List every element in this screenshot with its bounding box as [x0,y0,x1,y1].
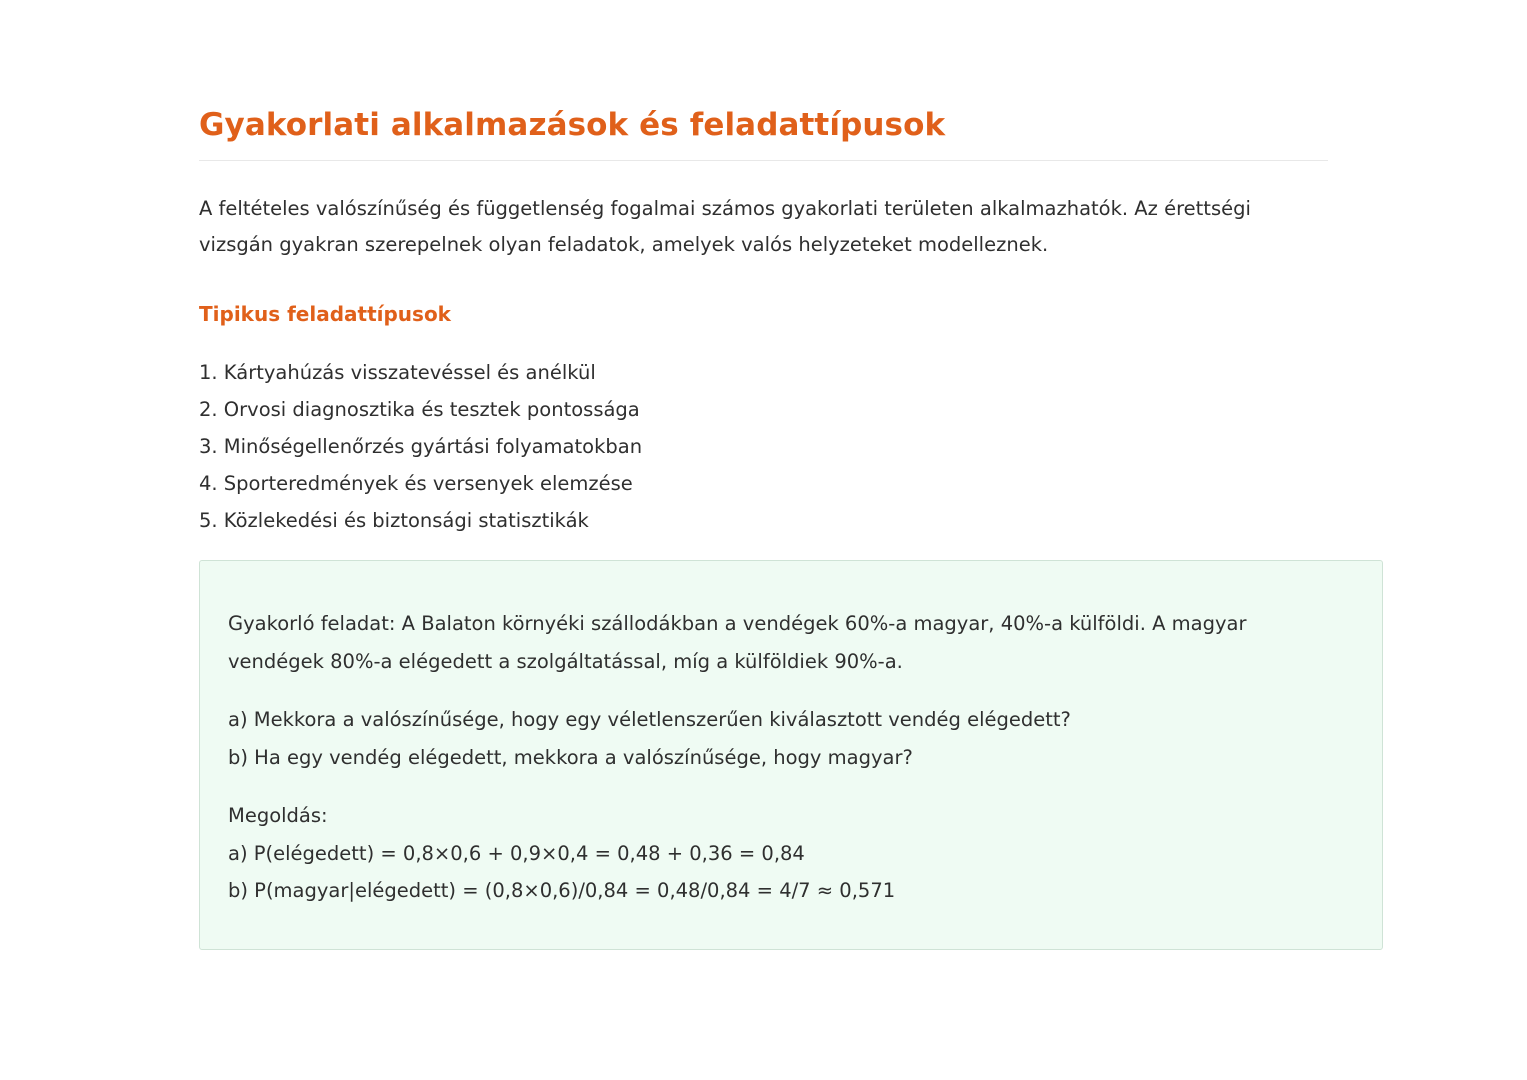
intro-paragraph: A feltételes valószínűség és függetlenség fogalmai számos gyakorlati területen alkalmazhatók. Az érettségi vizsgán gyakran szerepelnek olyan feladatok, amelyek valós helyzeteket modelleznek. [199,197,1251,256]
solution-b: b) P(magyar|elégedett) = (0,8×0,6)/0,84 = 0,48/0,84 = 4/7 ≈ 0,571 [228,879,896,902]
question-b: b) Ha egy vendég elégedett, mekkora a valószínűsége, hogy magyar? [228,745,913,769]
solution-label: Megoldás: [228,804,328,827]
exercise-problem: Gyakorló feladat: A Balaton környéki szállodákban a vendégek 60%-a magyar, 40%-a külföldi. A magyar vendégek 80%-a elégedett a szolgáltatással, míg a külföldiek 90%-a. [228,612,1247,673]
list-item: 1. Kártyahúzás visszatevéssel és anélkül [199,361,596,384]
section-heading: Tipikus feladattípusok [199,302,451,326]
exercise-box [199,560,1383,950]
solution-a: a) P(elégedett) = 0,8×0,6 + 0,9×0,4 = 0,48 + 0,36 = 0,84 [228,841,805,865]
page-title: Gyakorlati alkalmazások és feladattípusok [199,107,946,143]
list-item: 4. Sporteredmények és versenyek elemzése [199,472,633,495]
title-divider [199,160,1328,161]
question-a: a) Mekkora a valószínűsége, hogy egy véletlenszerűen kiválasztott vendég elégedett? [228,708,1071,731]
list-item: 5. Közlekedési és biztonsági statisztikák [199,509,589,532]
task-type-list [199,354,642,539]
list-item: 2. Orvosi diagnosztika és tesztek pontossága [199,398,640,421]
exercise-content [228,605,1348,910]
list-item: 3. Minőségellenőrzés gyártási folyamatokban [199,435,643,458]
